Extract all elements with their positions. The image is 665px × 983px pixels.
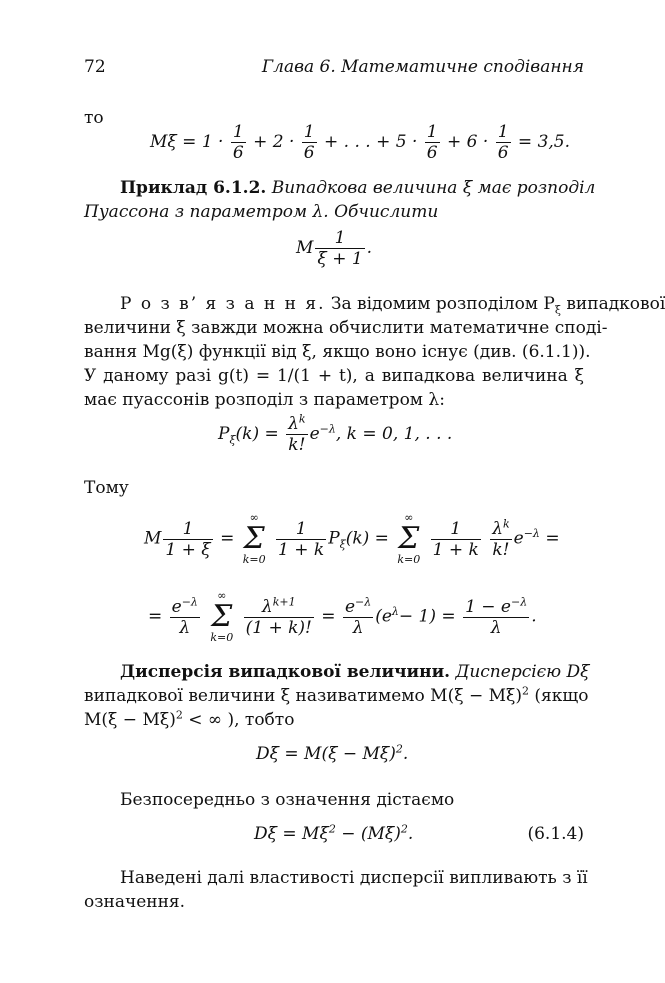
subscript: ξ bbox=[229, 433, 236, 447]
eq-part: . bbox=[531, 606, 537, 627]
superscript: 2 bbox=[328, 822, 336, 836]
subscript: ξ bbox=[554, 303, 561, 317]
text-span: випадкової bbox=[566, 294, 665, 314]
superscript: −λ bbox=[355, 594, 372, 608]
page-number: 72 bbox=[84, 57, 106, 77]
superscript: k+1 bbox=[272, 594, 296, 608]
eq-part: e bbox=[344, 596, 356, 617]
fraction-numerator: 1 bbox=[303, 122, 315, 142]
equation-poisson bbox=[218, 414, 452, 455]
paragraph-line: Наведені далі властивості дисперсії випливають з її bbox=[120, 868, 588, 888]
fraction bbox=[431, 519, 481, 560]
fraction-denominator: (1 + k)! bbox=[245, 617, 312, 638]
equation-dispersion bbox=[256, 744, 408, 764]
solution-line: У даному разі g(t) = 1/(1 + t), а випадкова величина ξ bbox=[84, 366, 584, 386]
eq-part: (e bbox=[375, 606, 392, 627]
fraction bbox=[244, 594, 314, 638]
equation-dispersion-alt bbox=[254, 822, 413, 846]
eq-part: + . . . + 5 · bbox=[324, 132, 418, 152]
fraction-denominator: 6 bbox=[426, 143, 438, 163]
text-span: (якщо bbox=[534, 686, 589, 706]
fraction-denominator: k! bbox=[492, 539, 510, 560]
fraction-numerator bbox=[463, 594, 529, 618]
superscript: −λ bbox=[511, 594, 528, 608]
sum-upper: ∞ bbox=[217, 589, 227, 602]
sum-lower: k=0 bbox=[210, 631, 234, 644]
fraction-denominator: λ bbox=[490, 617, 502, 638]
superscript: k bbox=[502, 516, 510, 530]
eq-part: + 6 · bbox=[447, 132, 489, 152]
fraction bbox=[170, 594, 200, 638]
sum-upper: ∞ bbox=[249, 511, 259, 524]
fraction-denominator: λ bbox=[352, 617, 364, 638]
eq-part: P bbox=[218, 424, 230, 444]
paragraph-line: Тому bbox=[84, 478, 129, 498]
superscript: 2 bbox=[395, 742, 403, 756]
fraction-denominator: λ bbox=[179, 617, 191, 638]
sum-sign: Σ bbox=[243, 521, 265, 556]
example-heading-line bbox=[84, 176, 596, 200]
dispersion-text: Дисперсією Dξ bbox=[455, 662, 590, 682]
eq-part: e bbox=[309, 424, 320, 444]
dispersion-line bbox=[84, 708, 584, 732]
eq-part: M bbox=[296, 238, 314, 258]
eq-part: = bbox=[545, 528, 560, 549]
eq-part: M bbox=[144, 528, 162, 549]
subscript: ξ bbox=[339, 537, 346, 551]
chapter-title: Глава 6. Математичне сподівання bbox=[261, 57, 584, 77]
fraction bbox=[490, 516, 511, 560]
fraction bbox=[496, 122, 511, 163]
dispersion-heading-line bbox=[84, 660, 590, 684]
fraction-denominator: ξ + 1 bbox=[317, 249, 363, 269]
fraction-denominator: 1 + k bbox=[278, 539, 325, 560]
dispersion-line bbox=[84, 684, 589, 708]
eq-part: (k) = bbox=[345, 528, 389, 549]
fraction-numerator: 1 bbox=[431, 519, 481, 540]
example-text: Випадкова величина ξ має розподіл bbox=[271, 178, 596, 198]
text-span: За відомим розподілом P bbox=[330, 294, 555, 314]
eq-part: λ bbox=[261, 596, 273, 617]
eq-part: e bbox=[171, 596, 182, 617]
example-text-line: Пуассона з параметром λ. Обчислити bbox=[84, 202, 439, 222]
sum-sign: Σ bbox=[211, 599, 233, 634]
sum-sign: Σ bbox=[398, 521, 420, 556]
solution-label: Р о з в’ я з а н н я. bbox=[120, 294, 326, 314]
text-span: випадкової величини ξ називатимемо M(ξ − Mξ) bbox=[84, 686, 523, 706]
eq-part: 1 − e bbox=[465, 596, 511, 617]
eq-part: , k = 0, 1, . . . bbox=[335, 424, 453, 444]
superscript: 2 bbox=[175, 708, 183, 722]
summation bbox=[243, 512, 266, 566]
sum-lower: k=0 bbox=[242, 553, 266, 566]
fraction-numerator bbox=[244, 594, 314, 618]
text-span: < ∞ ), тобто bbox=[188, 710, 295, 730]
eq-part: λ bbox=[288, 414, 299, 434]
equation-sum-2 bbox=[148, 590, 537, 644]
eq-part: − (Mξ) bbox=[341, 824, 401, 844]
example-label: Приклад 6.1.2. bbox=[120, 178, 267, 198]
solution-line: вання Mg(ξ) функції від ξ, якщо воно існує (див. (6.1.1)). bbox=[84, 342, 591, 362]
text-span: M(ξ − Mξ) bbox=[84, 710, 176, 730]
solution-line: має пуассонів розподіл з параметром λ: bbox=[84, 390, 445, 410]
eq-part: − 1) = bbox=[398, 606, 456, 627]
fraction bbox=[231, 122, 246, 163]
fraction bbox=[343, 594, 373, 638]
sum-upper: ∞ bbox=[404, 511, 414, 524]
paragraph-line: означення. bbox=[84, 892, 186, 912]
fraction-numerator bbox=[286, 414, 307, 435]
eq-part: + 2 · bbox=[253, 132, 295, 152]
fraction-denominator: 6 bbox=[303, 143, 315, 163]
eq-part: . bbox=[366, 238, 373, 258]
eq-part: Dξ = M(ξ − Mξ) bbox=[256, 744, 396, 764]
fraction bbox=[463, 594, 529, 638]
eq-part: = bbox=[220, 528, 235, 549]
fraction-numerator bbox=[343, 594, 373, 618]
superscript: −λ bbox=[319, 422, 336, 436]
summation bbox=[210, 590, 233, 644]
fraction-numerator: 1 bbox=[426, 122, 438, 142]
summation bbox=[397, 512, 420, 566]
solution-line bbox=[84, 292, 665, 317]
paragraph-line: то bbox=[84, 108, 104, 128]
fraction-numerator: 1 bbox=[232, 122, 244, 142]
equation-number: (6.1.4) bbox=[527, 824, 584, 844]
solution-line: величини ξ завжди можна обчислити математичне споді- bbox=[84, 318, 608, 338]
equation-sum-1 bbox=[144, 512, 560, 566]
eq-part: = bbox=[148, 606, 163, 627]
eq-part: = 3,5. bbox=[517, 132, 571, 152]
eq-part: . bbox=[407, 824, 414, 844]
paragraph-line: Безпосередньо з означення дістаємо bbox=[120, 790, 455, 810]
dispersion-label: Дисперсія випадкової величини. bbox=[120, 662, 451, 682]
fraction-denominator: 6 bbox=[232, 143, 244, 163]
fraction bbox=[315, 228, 364, 269]
eq-part: Dξ = Mξ bbox=[254, 824, 329, 844]
eq-part: P bbox=[328, 528, 340, 549]
superscript: −λ bbox=[523, 526, 540, 540]
sum-lower: k=0 bbox=[397, 553, 421, 566]
fraction bbox=[302, 122, 317, 163]
superscript: 2 bbox=[522, 684, 530, 698]
superscript: −λ bbox=[181, 594, 198, 608]
superscript: k bbox=[298, 412, 306, 426]
fraction bbox=[425, 122, 440, 163]
eq-part: = bbox=[321, 606, 336, 627]
eq-part: (k) = bbox=[235, 424, 279, 444]
eq-part: Mξ = 1 · bbox=[150, 132, 224, 152]
eq-part: λ bbox=[492, 518, 503, 539]
page-header bbox=[84, 57, 584, 79]
equation-expectation bbox=[150, 122, 570, 163]
eq-part: . bbox=[402, 744, 409, 764]
fraction bbox=[163, 519, 212, 560]
fraction-denominator: 6 bbox=[497, 143, 509, 163]
fraction-numerator bbox=[490, 516, 511, 540]
fraction-denominator: 1 + ξ bbox=[165, 539, 211, 560]
fraction-numerator: 1 bbox=[163, 519, 212, 540]
fraction bbox=[276, 519, 326, 560]
fraction-numerator: 1 bbox=[497, 122, 509, 142]
fraction bbox=[286, 414, 307, 455]
superscript: λ bbox=[391, 604, 399, 618]
fraction-numerator bbox=[170, 594, 200, 618]
fraction-denominator: k! bbox=[288, 435, 306, 455]
fraction-numerator: 1 bbox=[315, 228, 364, 249]
equation-target bbox=[296, 228, 372, 269]
fraction-denominator: 1 + k bbox=[432, 539, 479, 560]
fraction-numerator: 1 bbox=[276, 519, 326, 540]
superscript: 2 bbox=[400, 822, 408, 836]
eq-part: e bbox=[513, 528, 524, 549]
